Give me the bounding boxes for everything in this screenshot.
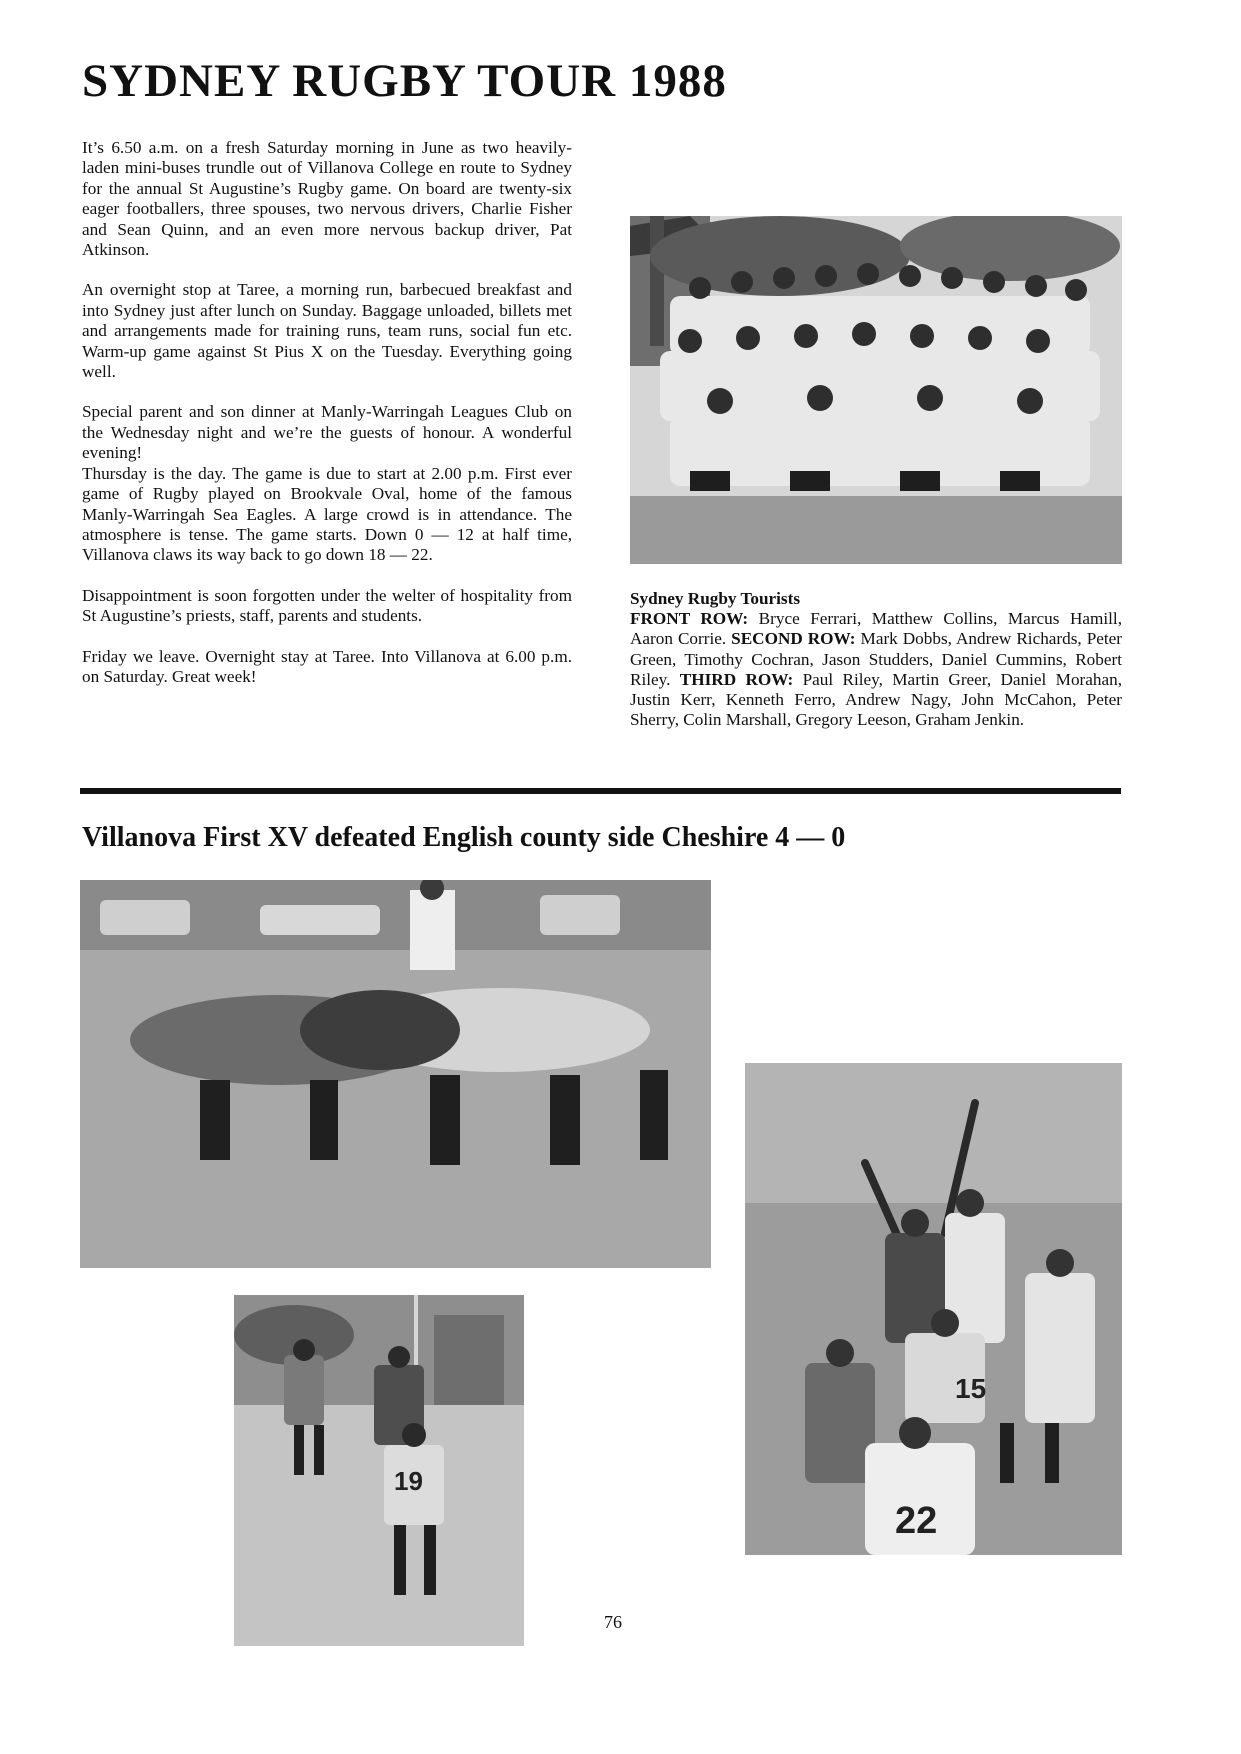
article-paragraph: Friday we leave. Overnight stay at Taree. Into Villanova at 6.00 p.m. on Saturday. Great week! [82,646,572,686]
caption-third-row-names: Paul Riley, Martin Greer, Daniel Morahan, Justin Kerr, Kenneth Ferro, Andrew Nagy, John McCahon, Peter Sherry, Colin Marshall, Gregory Leeson, Graham Jenkin. [630,669,1123,730]
team-caption [630,589,1122,730]
article-paragraph: Special parent and son dinner at Manly-Warringah Leagues Club on the Wednesday night and we’re the guests of honour. A wonderful evening! [82,402,572,463]
page-title: SYDNEY RUGBY TOUR 1988 [82,55,727,107]
section-heading: Villanova First XV defeated English county side Cheshire 4 — 0 [82,822,846,853]
jersey-number-22: 22 [895,1500,938,1542]
scrum-photo [80,880,711,1268]
section-divider [80,788,1121,794]
page-number: 76 [604,1612,622,1632]
article-paragraph: Disappointment is soon forgotten under the welter of hospitality from St Augustine’s priests, staff, parents and students. [82,585,572,626]
jersey-number-15: 15 [955,1373,987,1404]
article-paragraph: Thursday is the day. The game is due to start at 2.00 p.m. First ever game of Rugby played on Brookvale Oval, home of the famous Manly-Warringah Sea Eagles. A large crowd is in attendance. The atmosphere is tense. The game starts. Down 0 — 12 at half time, Villanova claws its way back to go down 18 — 22. [82,463,572,565]
jersey-number-19: 19 [394,1466,423,1496]
lineout-photo-image [745,1063,1122,1555]
article-paragraph: An overnight stop at Taree, a morning run, barbecued breakfast and into Sydney just after lunch on Sunday. Baggage unloaded, billets met and arrangements made for training runs, team runs, social fun etc. Warm-up game against St Pius X on the Tuesday. Everything going well. [82,280,572,382]
article-paragraph: It’s 6.50 a.m. on a fresh Saturday morning in June as two heavily-laden mini-buses trundle out of Villanova College en route to Sydney for the annual St Augustine’s Rugby game. On board are twenty-six eager footballers, three spouses, two nervous drivers, Charlie Fisher and Sean Quinn, and an even more nervous backup driver, Pat Atkinson. [82,138,572,260]
team-photo [630,216,1122,564]
lineout-photo [745,1063,1122,1555]
high-ball-photo-image [234,1295,524,1646]
team-photo-image [630,216,1122,564]
caption-second-row-label: SECOND ROW: [731,629,856,649]
scrum-photo-image [80,880,711,1268]
caption-title: Sydney Rugby Tourists [630,589,801,608]
article-body [82,138,572,707]
caption-front-row-names: Bryce Ferrari, Matthew Collins, Marcus Hamill, Aaron Corrie. [630,609,1123,649]
caption-second-row-names: Mark Dobbs, Andrew Richards, Peter Green, Timothy Cochran, Jason Studders, Daniel Cummins, Robert Riley. [630,629,1123,689]
high-ball-photo [234,1295,524,1646]
caption-third-row-label: THIRD ROW: [679,669,794,689]
caption-front-row-label: FRONT ROW: [630,609,749,629]
